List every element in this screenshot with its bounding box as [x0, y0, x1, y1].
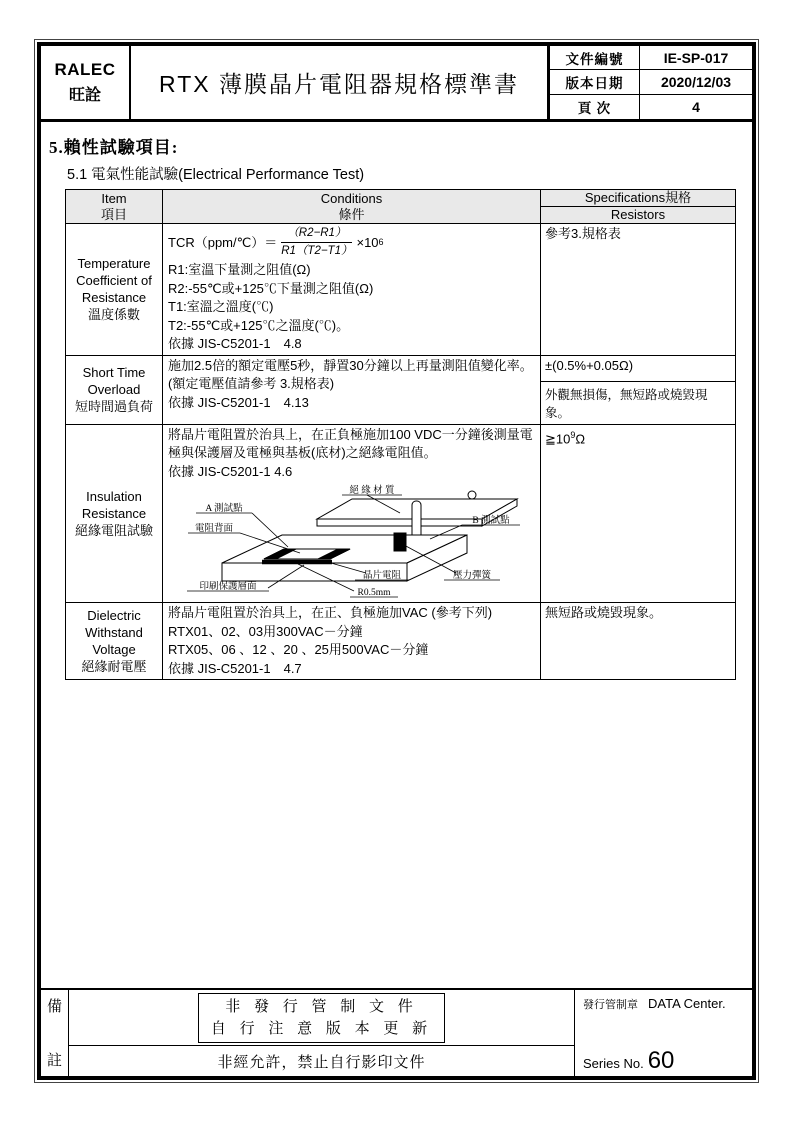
ir-cond-line: 依據 JIS-C5201-1 4.6	[168, 463, 293, 479]
diagram-label-resistor-back: 電阻背面	[194, 524, 233, 534]
stamp-label: 發行管制章	[583, 999, 638, 1011]
ir-spec-unit: Ω	[575, 430, 586, 446]
stol-item-cell	[66, 355, 163, 424]
dwv-item-cell	[66, 603, 163, 680]
tcr-cond-line: T1:室溫之溫度(℃)	[168, 299, 274, 314]
page-frame	[37, 42, 756, 1080]
stol-spec-appearance: 外觀無損傷，無短路或燒毀現象。	[545, 387, 708, 420]
ir-spec-base: ≧10	[545, 430, 571, 446]
footer-side-top: 備	[46, 999, 62, 1015]
tcr-cond-line: T2:-55℃或+125℃之溫度(℃)。	[168, 317, 350, 333]
header-item-zh: 項目	[100, 206, 127, 222]
stol-cond-line: 施加2.5倍的額定電壓5秒，靜置30分鐘以上再量測阻值變化率。	[168, 357, 533, 373]
table-row-insulation-resistance	[66, 424, 736, 603]
header-conditions-en: Conditions	[320, 190, 383, 206]
tcr-item-cell	[66, 224, 163, 356]
stol-item-en: Short Time Overload	[82, 365, 146, 397]
stol-spec-tolerance: ±(0.5%+0.05Ω)	[541, 356, 735, 382]
table-row-tcr	[66, 224, 736, 356]
stol-cond-line: (額定電壓值請參考 3.規格表)	[168, 376, 335, 391]
notice-line-1: 非 發 行 管 制 文 件	[225, 998, 418, 1015]
diagram-label-test-b: B 測試點	[471, 516, 510, 526]
stol-spec-cell	[541, 355, 736, 424]
footer-notice-area	[69, 990, 574, 1045]
footer-side-column	[41, 990, 69, 1076]
tcr-formula-lead: TCR（ppm/℃）＝	[168, 235, 278, 250]
dwv-item-zh: 絕緣耐電壓	[81, 659, 147, 674]
diagram-label-radius: R0.5mm	[357, 588, 390, 598]
doc-body	[41, 122, 752, 988]
tcr-item-en: Temperature Coefficient of Resistance	[76, 256, 152, 306]
dwv-item-en: Dielectric Withstand Voltage	[85, 608, 143, 657]
dwv-cond-line: 依據 JIS-C5201-1 4.7	[168, 660, 302, 676]
tcr-spec-cell: 參考3.規格表	[541, 224, 736, 356]
company-logo	[41, 46, 131, 119]
tcr-formula-mult: ×10	[356, 235, 379, 250]
dwv-cond-line: RTX05、06 、12 、20 、25用500VAC－分鐘	[168, 642, 429, 657]
tcr-cond-line: 依據 JIS-C5201-1 4.8	[168, 336, 302, 351]
table-row-short-time-overload	[66, 355, 736, 424]
doc-info-table	[547, 46, 752, 119]
copy-warning: 非經允許，禁止自行影印文件	[69, 1045, 574, 1076]
header-resistors: Resistors	[541, 207, 736, 224]
tcr-formula-fraction	[281, 226, 352, 259]
dwv-cond-line: RTX01、02、03用300VAC－分鐘	[168, 623, 363, 639]
info-value-page: 4	[692, 98, 700, 115]
tcr-cond-line: R2:-55℃或+125℃下量測之阻值(Ω)	[168, 280, 374, 296]
series-number: 60	[647, 1047, 675, 1074]
diagram-label-pressure-spring: 壓力彈簧	[452, 571, 491, 581]
notice-box	[198, 993, 445, 1043]
company-name-en: RALEC	[54, 60, 116, 79]
tcr-formula-numerator: （R2−R1）	[281, 226, 352, 243]
ir-cond-line: 將晶片電阻置於治具上，在正負極施加100 VDC一分鐘後測量電極與保護層及電極與基板(底材)之絕緣電阻值。	[168, 426, 533, 460]
stol-item-zh: 短時間過負荷	[74, 399, 153, 414]
ir-item-cell	[66, 424, 163, 603]
diagram-label-test-a: A 測試點	[204, 504, 243, 514]
stol-cond-line: 依據 JIS-C5201-1 4.13	[168, 394, 309, 410]
tcr-conditions-cell	[163, 224, 541, 356]
ir-item-en: Insulation Resistance	[81, 488, 147, 521]
doc-header	[41, 46, 752, 122]
section-heading: 5.賴性試驗項目:	[49, 138, 179, 157]
section-subheading: 5.1 電氣性能試驗(Electrical Performance Test)	[67, 167, 365, 183]
ir-spec-cell	[541, 424, 736, 603]
company-name-zh: 旺詮	[68, 87, 101, 104]
ir-conditions-cell	[163, 424, 541, 603]
doc-footer	[41, 988, 752, 1076]
info-value-doc-number: IE-SP-017	[640, 46, 752, 70]
info-value-version-date: 2020/12/03	[640, 70, 752, 94]
ir-item-zh: 絕緣電阻試驗	[74, 522, 153, 538]
diagram-label-insulation: 絕 緣 材 質	[348, 486, 395, 496]
notice-line-2: 自 行 注 意 版 本 更 新	[210, 1020, 433, 1037]
info-label-version-date: 版本日期	[550, 70, 640, 94]
dwv-cond-line: 將晶片電阻置於治具上，在正、負極施加VAC (參考下列)	[168, 605, 493, 620]
stamp-value: DATA Center.	[648, 996, 726, 1011]
series-row	[583, 1047, 744, 1074]
tcr-formula	[168, 226, 535, 259]
tcr-item-zh: 溫度係數	[87, 307, 140, 323]
ir-spec-exponent: 9	[570, 429, 576, 440]
stamp-row	[583, 996, 744, 1012]
stol-conditions-cell	[163, 355, 541, 424]
test-fixture-diagram	[172, 483, 532, 601]
diagram-label-chip-resistor: 晶片電阻	[362, 571, 401, 581]
diagram-label-protective-layer: 印刷保護層面	[198, 582, 257, 592]
doc-title: RTX 薄膜晶片電阻器規格標準書	[159, 71, 519, 97]
footer-right-column	[574, 990, 752, 1076]
spec-table	[65, 189, 736, 680]
dwv-spec-cell: 無短路或燒毀現象。	[541, 603, 736, 680]
info-label-page: 頁 次	[550, 95, 640, 119]
tcr-formula-denominator: R1（T2−T1）	[281, 245, 353, 257]
table-row-dielectric-withstand	[66, 603, 736, 680]
header-specifications: Specifications規格	[541, 190, 736, 207]
tcr-formula-exponent: 6	[378, 237, 384, 247]
tcr-cond-line: R1:室溫下量測之阻值(Ω)	[168, 262, 311, 277]
series-label: Series No.	[583, 1056, 644, 1071]
info-label-doc-number: 文件編號	[550, 46, 640, 70]
footer-middle-column	[69, 990, 574, 1076]
header-conditions-zh: 條件	[338, 206, 365, 222]
dwv-conditions-cell	[163, 603, 541, 680]
header-item	[66, 190, 163, 224]
footer-side-bottom: 註	[46, 1053, 62, 1069]
header-item-en: Item	[101, 190, 127, 206]
table-header-row-1	[66, 190, 736, 207]
header-conditions	[163, 190, 541, 224]
